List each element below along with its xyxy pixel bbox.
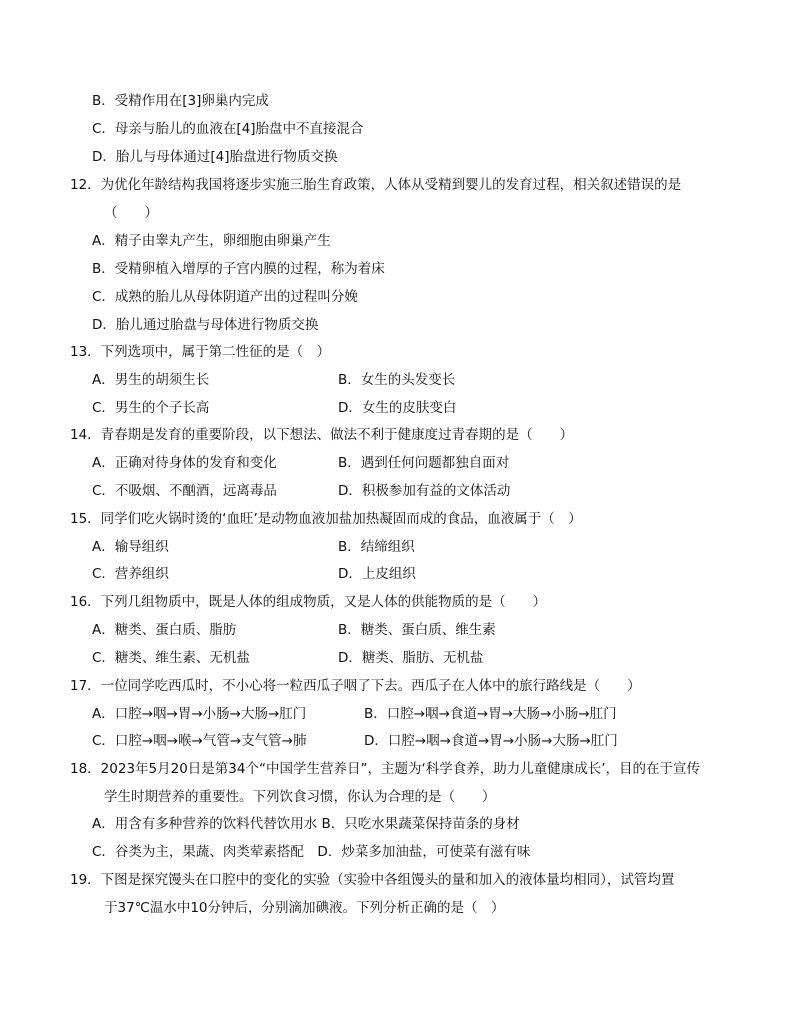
question-13-option-d: D．女生的皮肤变白 [338,400,457,416]
question-16-option-d: D．糖类、脂肪、无机盐 [338,650,484,666]
question-13-option-a: A．男生的胡须生长 [92,372,210,388]
question-18-stem-cont: 学生时期营养的重要性。下列饮食习惯，你认为合理的是（ ） [104,789,496,805]
question-17-option-d: D．口腔→咽→食道→胃→小肠→大肠→肛门 [364,733,618,749]
option-d: D．胎儿与母体通过[4]胎盘进行物质交换 [92,149,338,165]
question-13-option-c: C．男生的个子长高 [92,400,210,416]
question-18-stem: 18．2023年5月20日是第34个“中国学生营养日”，主题为‘科学食养，助力儿童健康成长’，目的在于宣传 [70,761,701,777]
option-b: B．受精作用在[3]卵巢内完成 [92,93,269,109]
question-14-option-a: A．正确对待身体的发育和变化 [92,455,277,471]
question-14-stem: 14．青春期是发育的重要阶段，以下想法、做法不利于健康度过青春期的是（ ） [70,427,574,443]
question-15-option-d: D．上皮组织 [338,566,416,582]
question-12-option-d: D．胎儿通过胎盘与母体进行物质交换 [92,317,319,333]
question-16-option-c: C．糖类、维生素、无机盐 [92,650,250,666]
question-17-option-a: A．口腔→咽→胃→小肠→大肠→肛门 [92,706,307,722]
question-17-option-c: C．口腔→咽→喉→气管→支气管→肺 [92,733,307,749]
question-13-stem: 13．下列选项中，属于第二性征的是（ ） [70,344,331,360]
question-14-option-d: D．积极参加有益的文体活动 [338,483,511,499]
question-16-option-b: B．糖类、蛋白质、维生素 [338,622,496,638]
question-12-option-c: C．成熟的胎儿从母体阴道产出的过程叫分娩 [92,289,358,305]
question-17-stem: 17．一位同学吃西瓜时，不小心将一粒西瓜子咽了下去。西瓜子在人体中的旅行路线是（ ） [70,678,641,694]
question-15-option-a: A．输导组织 [92,539,169,555]
question-15-stem: 15．同学们吃火锅时烫的‘血旺’是动物血液加盐加热凝固而成的食品，血液属于（ ） [70,511,582,527]
question-18-options-cd: C．谷类为主，果蔬、肉类荤素搭配 D．炒菜多加油盐，可使菜有滋有味 [92,844,531,860]
option-c: C．母亲与胎儿的血液在[4]胎盘中不直接混合 [92,121,364,137]
question-15-option-c: C．营养组织 [92,566,169,582]
question-14-option-c: C．不吸烟、不酗酒，远离毒品 [92,483,277,499]
question-13-option-b: B．女生的头发变长 [338,372,456,388]
question-19-stem: 19．下图是探究馒头在口腔中的变化的实验（实验中各组馒头的量和加入的液体量均相同），试管均置 [70,872,675,888]
question-15-option-b: B．结缔组织 [338,539,415,555]
question-16-stem: 16．下列几组物质中，既是人体的组成物质，又是人体的供能物质的是（ ） [70,594,547,610]
question-19-stem-cont: 于37℃温水中10分钟后，分别滴加碘液。下列分析正确的是（ ） [104,900,505,916]
question-14-option-b: B．遇到任何问题都独自面对 [338,455,510,471]
question-16-option-a: A．糖类、蛋白质、脂肪 [92,622,237,638]
question-18-options-ab: A．用含有多种营养的饮料代替饮用水 B．只吃水果蔬菜保持苗条的身材 [92,816,520,832]
question-12-option-a: A．精子由睾丸产生，卵细胞由卵巢产生 [92,233,331,249]
question-12-option-b: B．受精卵植入增厚的子宫内膜的过程，称为着床 [92,261,385,277]
question-12-stem-cont: （ ） [104,205,158,221]
question-17-option-b: B．口腔→咽→食道→胃→大肠→小肠→肛门 [364,706,617,722]
question-12-stem: 12．为优化年龄结构我国将逐步实施三胎生育政策，人体从受精到婴儿的发育过程，相关叙述错误的是 [70,177,682,193]
